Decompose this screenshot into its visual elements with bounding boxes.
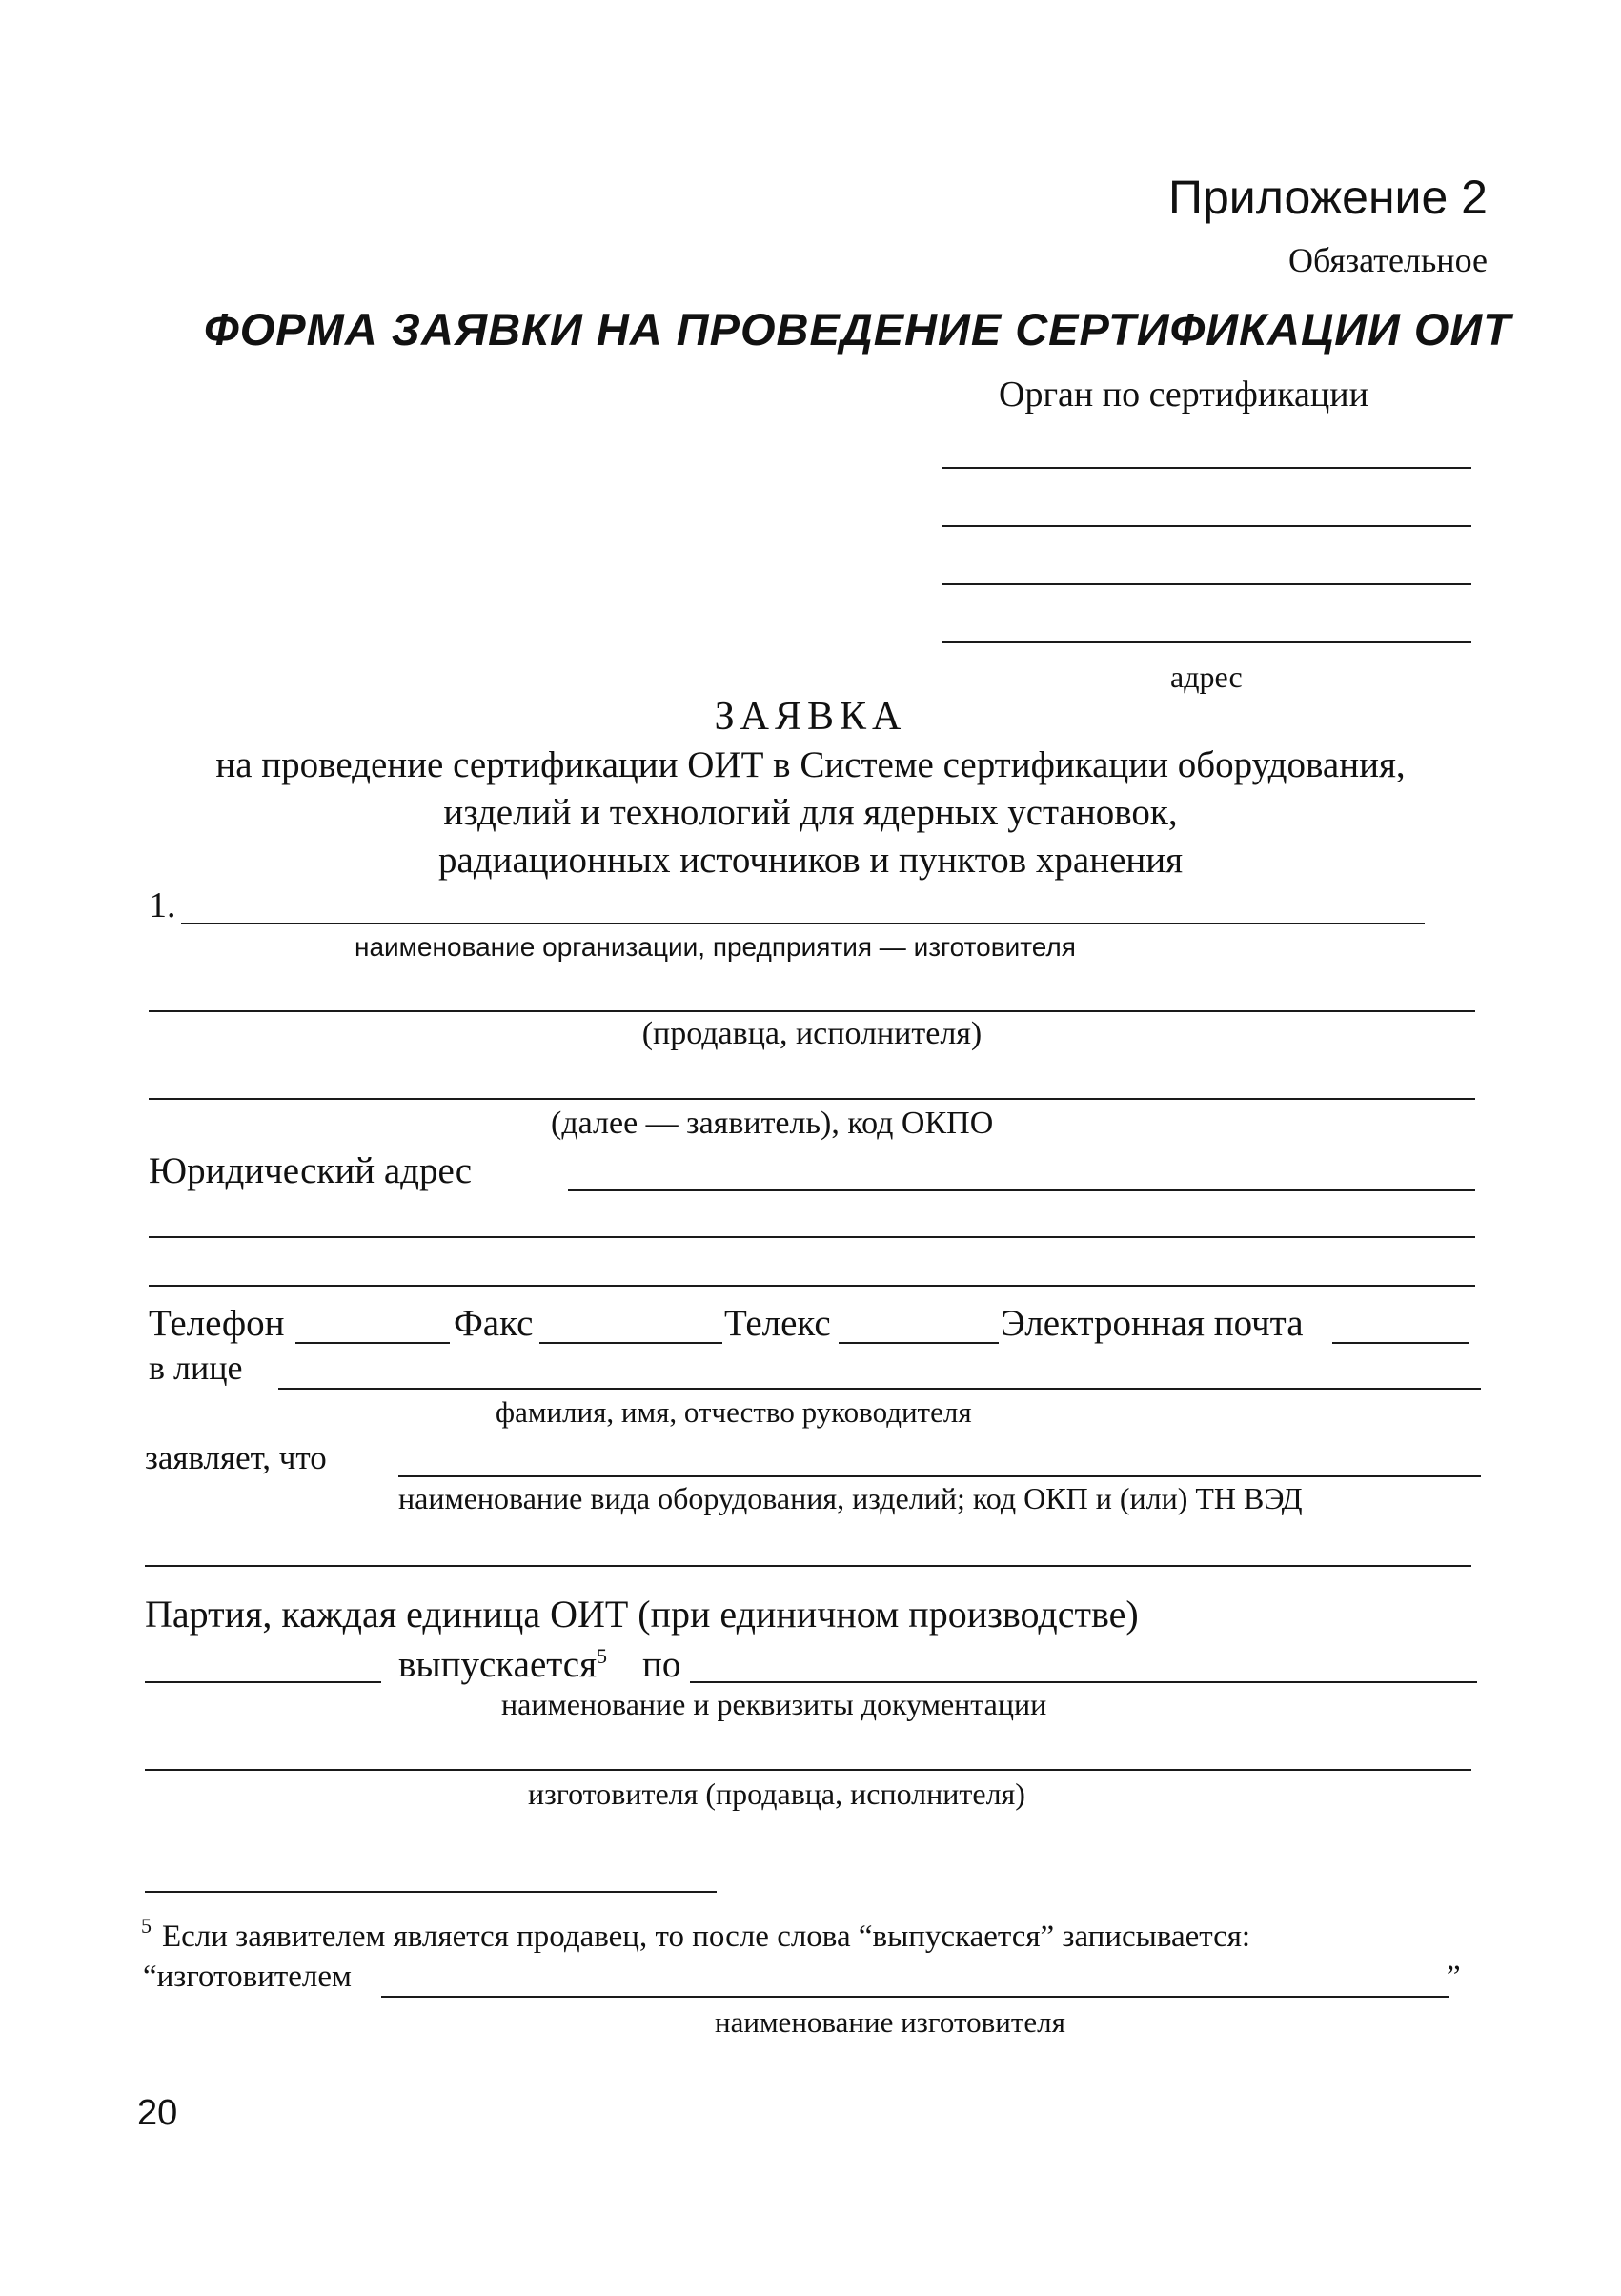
certification-body-line-2[interactable] [942, 525, 1471, 527]
head-caption: фамилия, имя, отчество руководителя [496, 1395, 972, 1429]
mandatory-label: Обязательное [1287, 241, 1488, 279]
certification-body-label: Орган по сертификации [999, 375, 1368, 415]
form-title: ФОРМА ЗАЯВКИ НА ПРОВЕДЕНИЕ СЕРТИФИКАЦИИ ОИТ [204, 304, 1511, 355]
legal-address-line-3[interactable] [149, 1285, 1475, 1287]
equipment-line[interactable] [398, 1475, 1481, 1477]
fax-label: Факс [454, 1303, 534, 1344]
address-caption: адрес [1170, 660, 1243, 694]
phone-label: Телефон [149, 1303, 285, 1344]
phone-line[interactable] [295, 1342, 450, 1344]
footnote-caption: наименование изготовителя [715, 2005, 1065, 2039]
certification-body-line-1[interactable] [942, 467, 1471, 469]
footnote-number: 5 [141, 1914, 152, 1938]
telex-line[interactable] [839, 1342, 999, 1344]
certification-body-line-3[interactable] [942, 583, 1471, 585]
organization-line-3[interactable] [149, 1098, 1475, 1100]
documentation-line[interactable] [690, 1681, 1477, 1683]
seller-caption: (продавца, исполнителя) [641, 1016, 983, 1051]
application-subtitle-1: на проведение сертификации ОИТ в Системе сертификации оборудования, [215, 744, 1406, 785]
documentation-caption: наименование и реквизиты документации [501, 1687, 1047, 1721]
documentation-line-2[interactable] [145, 1769, 1471, 1771]
footnote-reference: 5 [597, 1644, 608, 1668]
application-subtitle-2: изделий и технологий для ядерных установок, [443, 792, 1178, 833]
footnote-quote-close: ” [1447, 1960, 1461, 1994]
item-number: 1. [149, 885, 176, 925]
organization-caption: наименование организации, предприятия — изготовителя [355, 932, 1076, 962]
head-name-line[interactable] [278, 1388, 1481, 1390]
fax-line[interactable] [539, 1342, 722, 1344]
produced-label: выпускается$^5$ [398, 1644, 608, 1685]
page-number: 20 [137, 2093, 178, 2133]
certification-body-line-4[interactable] [942, 641, 1471, 643]
footnote-manufacturer-line[interactable] [381, 1996, 1449, 1998]
email-line[interactable] [1332, 1342, 1469, 1344]
legal-address-line-1[interactable] [568, 1189, 1475, 1191]
organization-line-2[interactable] [149, 1010, 1475, 1012]
in-person-label: в лице [149, 1349, 243, 1387]
organization-name-line[interactable] [181, 923, 1425, 924]
equipment-caption: наименование вида оборудования, изделий; код ОКП и (или) ТН ВЭД [398, 1481, 1303, 1515]
email-label: Электронная почта [1001, 1303, 1304, 1344]
batch-quantity-line[interactable] [145, 1681, 381, 1683]
footnote-quote-open: “изготовителем [143, 1960, 352, 1994]
declares-label: заявляет, что [145, 1439, 327, 1476]
telex-label: Телекс [724, 1303, 831, 1344]
footnote-separator [145, 1891, 717, 1893]
application-title: ЗАЯВКА [714, 695, 907, 739]
applicant-caption: (далее — заявитель), код ОКПО [551, 1106, 994, 1141]
equipment-line-2[interactable] [145, 1565, 1471, 1567]
appendix-title: Приложение 2 [1168, 171, 1488, 224]
legal-address-line-2[interactable] [149, 1236, 1475, 1238]
manufacturer-caption: изготовителя (продавца, исполнителя) [528, 1777, 1025, 1811]
by-label: по [642, 1644, 681, 1685]
footnote-text: Если заявителем является продавец, то после слова “выпускается” записывается: [162, 1920, 1251, 1954]
legal-address-label: Юридический адрес [149, 1150, 473, 1191]
batch-label: Партия, каждая единица ОИТ (при единичном производстве) [145, 1593, 1139, 1636]
application-subtitle-3: радиационных источников и пунктов хранения [437, 840, 1184, 881]
